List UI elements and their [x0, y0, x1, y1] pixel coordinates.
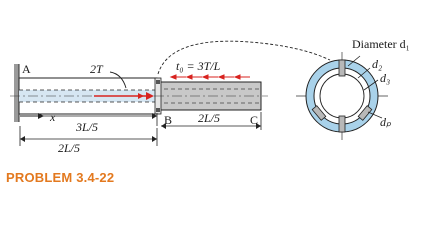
label-d3: d₃ — [380, 71, 391, 85]
label-dp: dₚ — [380, 115, 392, 129]
label-c: C — [250, 113, 259, 127]
label-b: B — [164, 113, 173, 127]
pin-bottom — [339, 116, 345, 132]
label-x: x — [50, 110, 56, 124]
distributed-torque-arrows — [171, 75, 250, 79]
label-a: A — [22, 62, 31, 76]
problem-label: PROBLEM 3.4-22 — [6, 170, 115, 185]
fixed-wall — [14, 64, 19, 122]
pin-top — [339, 60, 345, 76]
label-distributed-torque: t₀ = 3T/L — [176, 59, 221, 73]
label-d2: d₂ — [372, 57, 383, 71]
label-3l5: 3L/5 — [76, 120, 99, 134]
solid-shaft-section — [320, 74, 364, 118]
label-torque: 2T — [90, 62, 103, 76]
label-diameter: Diameter d₁ — [352, 37, 410, 51]
label-2l5-right: 2L/5 — [198, 111, 221, 125]
label-2l5-bottom: 2L/5 — [58, 141, 81, 155]
